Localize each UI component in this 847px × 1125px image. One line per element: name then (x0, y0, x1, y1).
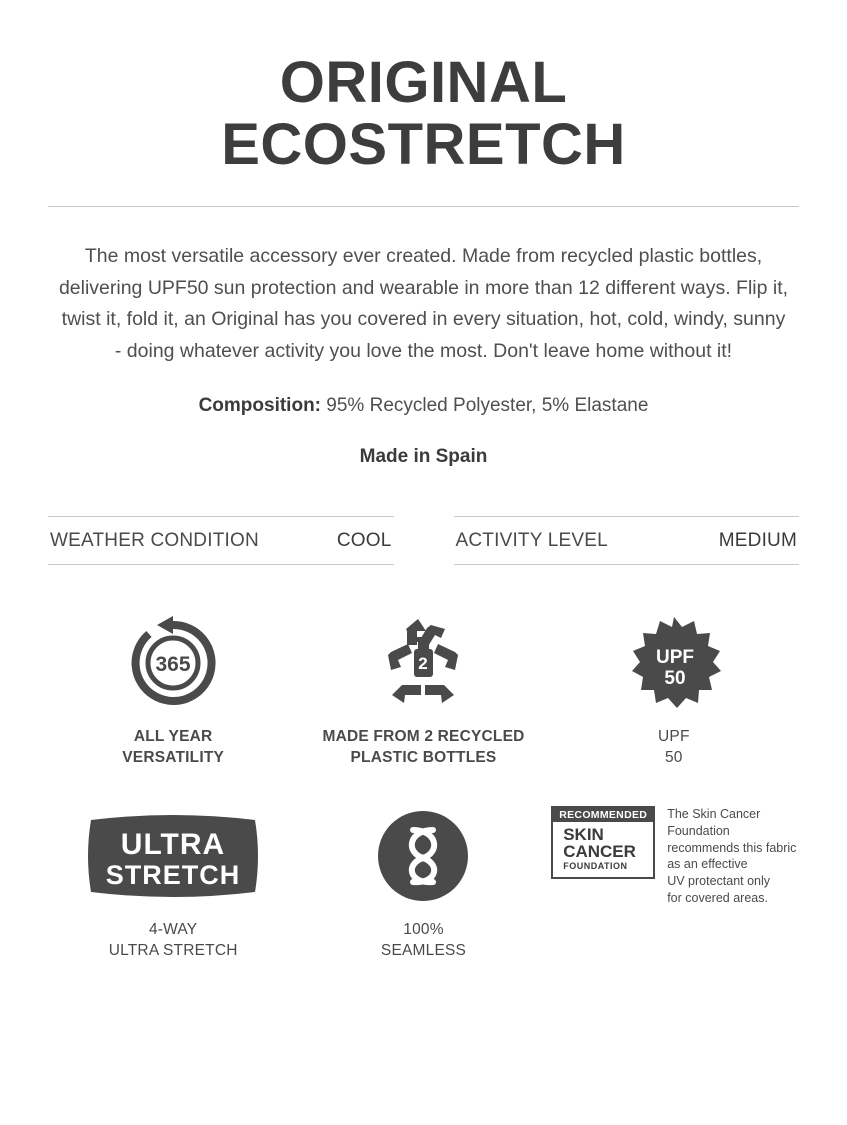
feature-ultra-stretch-caption (109, 920, 238, 961)
365-badge-text: 365 (155, 653, 191, 677)
feature-upf50-caption (658, 727, 690, 768)
skin-cancer-foundation-icon (551, 802, 796, 910)
skin-cancer-word-1: SKIN (563, 825, 604, 845)
attribute-weather-condition-label: WEATHER CONDITION (50, 530, 259, 552)
skin-cancer-text-line-5: UV protectant only (667, 873, 771, 888)
skin-cancer-word-2: CANCER (563, 842, 636, 862)
attribute-weather-condition-value: COOL (336, 530, 392, 552)
upf50-badge-line-1: UPF (655, 647, 694, 669)
recycled-bottles-icon (368, 609, 478, 717)
feature-recycled-bottles-caption-line-1: MADE FROM 2 RECYCLED (322, 728, 525, 746)
recycled-bottles-badge-text: 2 (418, 654, 429, 674)
skin-cancer-description (667, 806, 796, 906)
ultra-stretch-badge-line-1: ULTRA (120, 828, 226, 862)
seamless-loop-icon (375, 802, 471, 910)
feature-all-year-caption-line-1: ALL YEAR (133, 728, 213, 746)
skin-cancer-seal (551, 806, 655, 879)
attribute-activity-level (454, 516, 800, 565)
skin-cancer-text-line-4: as an effective (667, 857, 748, 872)
feature-all-year-caption (122, 727, 224, 768)
composition-label: Composition: (198, 395, 322, 417)
skin-cancer-text-line-1: The Skin Cancer (667, 807, 761, 822)
composition-value: 95% Recycled Polyester, 5% Elastane (326, 395, 649, 417)
attribute-row (48, 516, 799, 565)
feature-upf50 (549, 609, 799, 768)
feature-ultra-stretch-caption-line-2: ULTRA STRETCH (108, 941, 238, 959)
page-title-line-1: ORIGINAL (279, 50, 568, 115)
attribute-activity-level-value: MEDIUM (718, 530, 797, 552)
365-all-year-icon (123, 609, 223, 717)
page-title-line-2: ECOSTRETCH (221, 112, 626, 178)
feature-skin-cancer-foundation (549, 802, 799, 961)
skin-cancer-recommended-banner: RECOMMENDED (553, 808, 653, 822)
upf50-badge-line-2: 50 (664, 668, 686, 690)
feature-seamless-caption (381, 920, 466, 961)
feature-upf50-caption-line-2: 50 (664, 748, 683, 766)
feature-seamless-caption-line-2: SEAMLESS (380, 941, 467, 959)
attribute-activity-level-label: ACTIVITY LEVEL (455, 530, 608, 552)
skin-cancer-wordmark (557, 826, 649, 860)
attribute-weather-condition (48, 516, 394, 565)
feature-seamless (298, 802, 548, 961)
feature-seamless-caption-line-1: 100% (403, 921, 444, 939)
feature-recycled-bottles (298, 609, 548, 768)
feature-all-year-caption-line-2: VERSATILITY (122, 748, 225, 766)
title-divider (48, 206, 799, 207)
feature-icon-grid (48, 609, 799, 961)
skin-cancer-text-line-6: for covered areas. (667, 890, 768, 905)
ultra-stretch-badge-line-2: STRETCH (105, 860, 241, 891)
product-description: The most versatile accessory ever created. Made from recycled plastic bottles, delivering UPF50 sun protection and wearable in more than 12 different ways. Flip it, twist it, fold it, an Original has you covered in every situation, hot, cold, windy, sunny - doing whatever activity you love the most. Don't leave home without it! (58, 245, 789, 362)
skin-cancer-text-line-3: recommends this fabric (667, 840, 797, 855)
ultra-stretch-icon (85, 802, 261, 910)
feature-ultra-stretch-caption-line-1: 4-WAY (148, 921, 198, 939)
feature-all-year (48, 609, 298, 768)
upf50-starburst-icon (622, 609, 726, 717)
page-title (48, 0, 799, 176)
skin-cancer-word-3: FOUNDATION (563, 861, 628, 872)
feature-upf50-caption-line-1: UPF (658, 728, 690, 746)
feature-ultra-stretch (48, 802, 298, 961)
composition-line (48, 395, 799, 417)
skin-cancer-text-line-2: Foundation (667, 824, 730, 839)
feature-recycled-bottles-caption (322, 727, 524, 768)
made-in-line: Made in Spain (359, 446, 488, 468)
feature-recycled-bottles-caption-line-2: PLASTIC BOTTLES (350, 748, 497, 766)
